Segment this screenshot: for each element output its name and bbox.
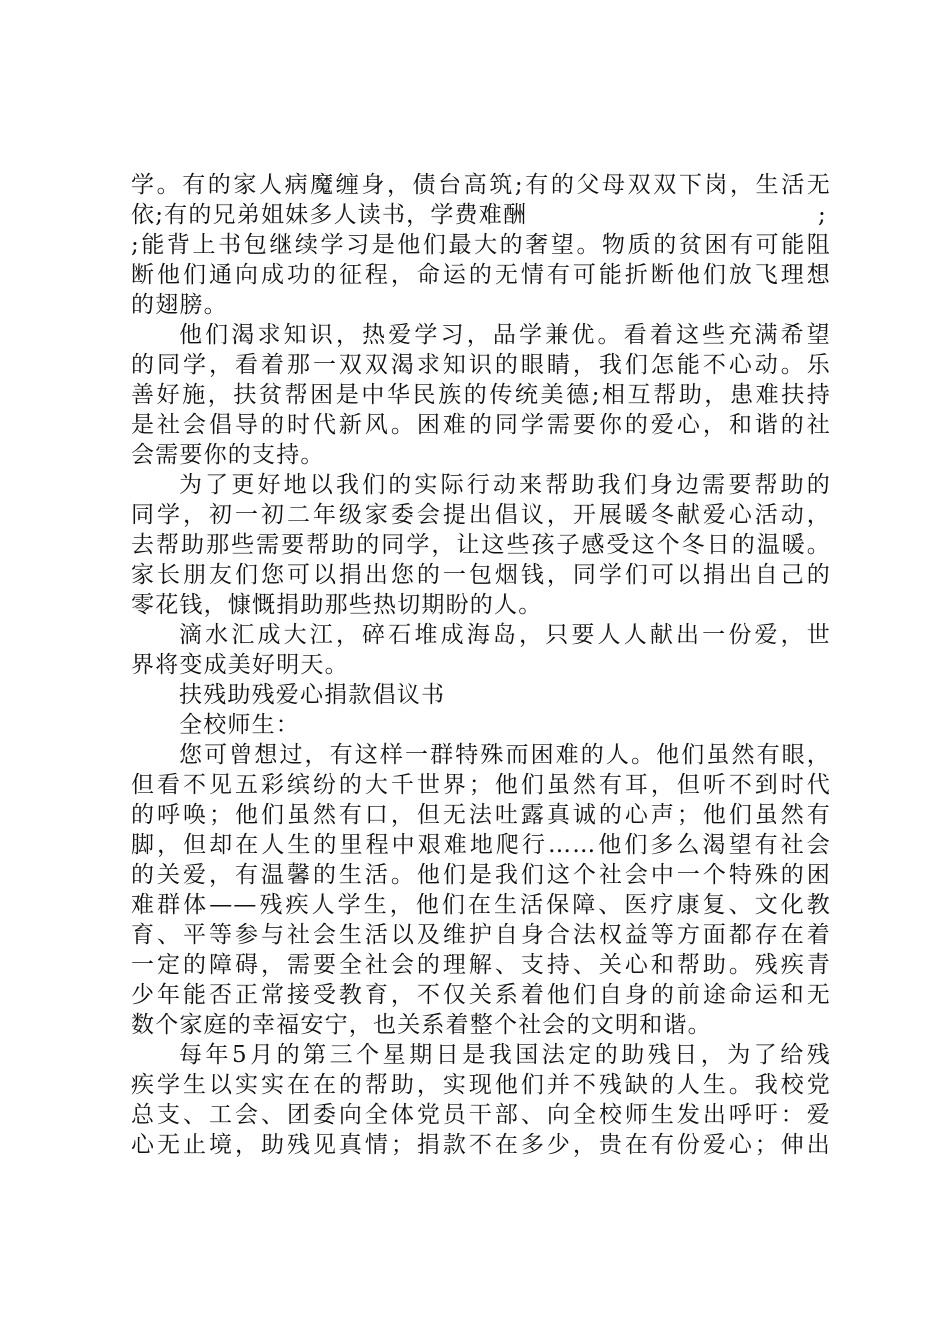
text-line: 零花钱，慷慨捐助那些热切期盼的人。: [131, 592, 543, 618]
text-line: 心无止境，助残见真情；捐款不在多少，贵在有份爱心；伸出: [131, 1132, 831, 1158]
text-line: 总支、工会、团委向全体党员干部、向全校师生发出呼吁：爱: [131, 1102, 831, 1128]
text-line: 去帮助那些需要帮助的同学，让这些孩子感受这个冬日的温暖。: [131, 532, 831, 558]
text-line: 家长朋友们您可以捐出您的一包烟钱，同学们可以捐出自己的: [131, 562, 831, 588]
text-line: 的翅膀。: [131, 292, 228, 318]
text-line-content: 依;有的兄弟姐妹多人读书，学费难酬: [131, 202, 528, 228]
text-line: 他们渴求知识，热爱学习，品学兼优。看着这些充满希望: [179, 322, 831, 348]
text-line: ;能背上书包继续学习是他们最大的奢望。物质的贫困有可能阻: [131, 232, 831, 258]
text-line: 疾学生以实实在在的帮助，实现他们并不残缺的人生。我校党: [131, 1072, 831, 1098]
text-line: [131, 200, 831, 230]
trailing-semicolon: ;: [818, 202, 827, 228]
text-line: 会需要你的支持。: [131, 442, 325, 468]
text-line: 您可曾想过，有这样一群特殊而困难的人。他们虽然有眼，: [179, 742, 831, 768]
text-line: 脚，但却在人生的里程中艰难地爬行……他们多么渴望有社会: [131, 832, 831, 858]
text-line: 但看不见五彩缤纷的大千世界；他们虽然有耳，但听不到时代: [131, 772, 831, 798]
text-line: 数个家庭的幸福安宁，也关系着整个社会的文明和谐。: [131, 1012, 712, 1038]
text-line: 的呼唤；他们虽然有口，但无法吐露真诚的心声；他们虽然有: [131, 802, 831, 828]
text-line: 育、平等参与社会生活以及维护自身合法权益等方面都存在着: [131, 922, 831, 948]
text-line: 每年5月的第三个星期日是我国法定的助残日，为了给残: [179, 1042, 831, 1068]
document-body: [131, 170, 831, 1160]
text-line: 难群体——残疾人学生，他们在生活保障、医疗康复、文化教: [131, 892, 831, 918]
text-line: 界将变成美好明天。: [131, 652, 349, 678]
text-line: 为了更好地以我们的实际行动来帮助我们身边需要帮助的: [179, 472, 831, 498]
text-line: 少年能否正常接受教育，不仅关系着他们自身的前途命运和无: [131, 982, 831, 1008]
text-line: 同学，初一初二年级家委会提出倡议，开展暖冬献爱心活动，: [131, 502, 831, 528]
text-line: 是社会倡导的时代新风。困难的同学需要你的爱心，和谐的社: [131, 412, 831, 438]
text-line: 学。有的家人病魔缠身，债台高筑;有的父母双双下岗，生活无: [131, 172, 831, 198]
text-line: 的关爱，有温馨的生活。他们是我们这个社会中一个特殊的困: [131, 862, 831, 888]
text-line: 滴水汇成大江，碎石堆成海岛，只要人人献出一份爱，世: [179, 622, 831, 648]
text-line: 全校师生：: [179, 712, 300, 738]
text-line: 一定的障碍，需要全社会的理解、支持、关心和帮助。残疾青: [131, 952, 831, 978]
text-line: 断他们通向成功的征程，命运的无情有可能折断他们放飞理想: [131, 262, 831, 288]
text-line: 扶残助残爱心捐款倡议书: [179, 682, 446, 708]
text-line: 的同学，看着那一双双渴求知识的眼睛，我们怎能不心动。乐: [131, 352, 831, 378]
text-line: 善好施，扶贫帮困是中华民族的传统美德;相互帮助，患难扶持: [131, 382, 831, 408]
